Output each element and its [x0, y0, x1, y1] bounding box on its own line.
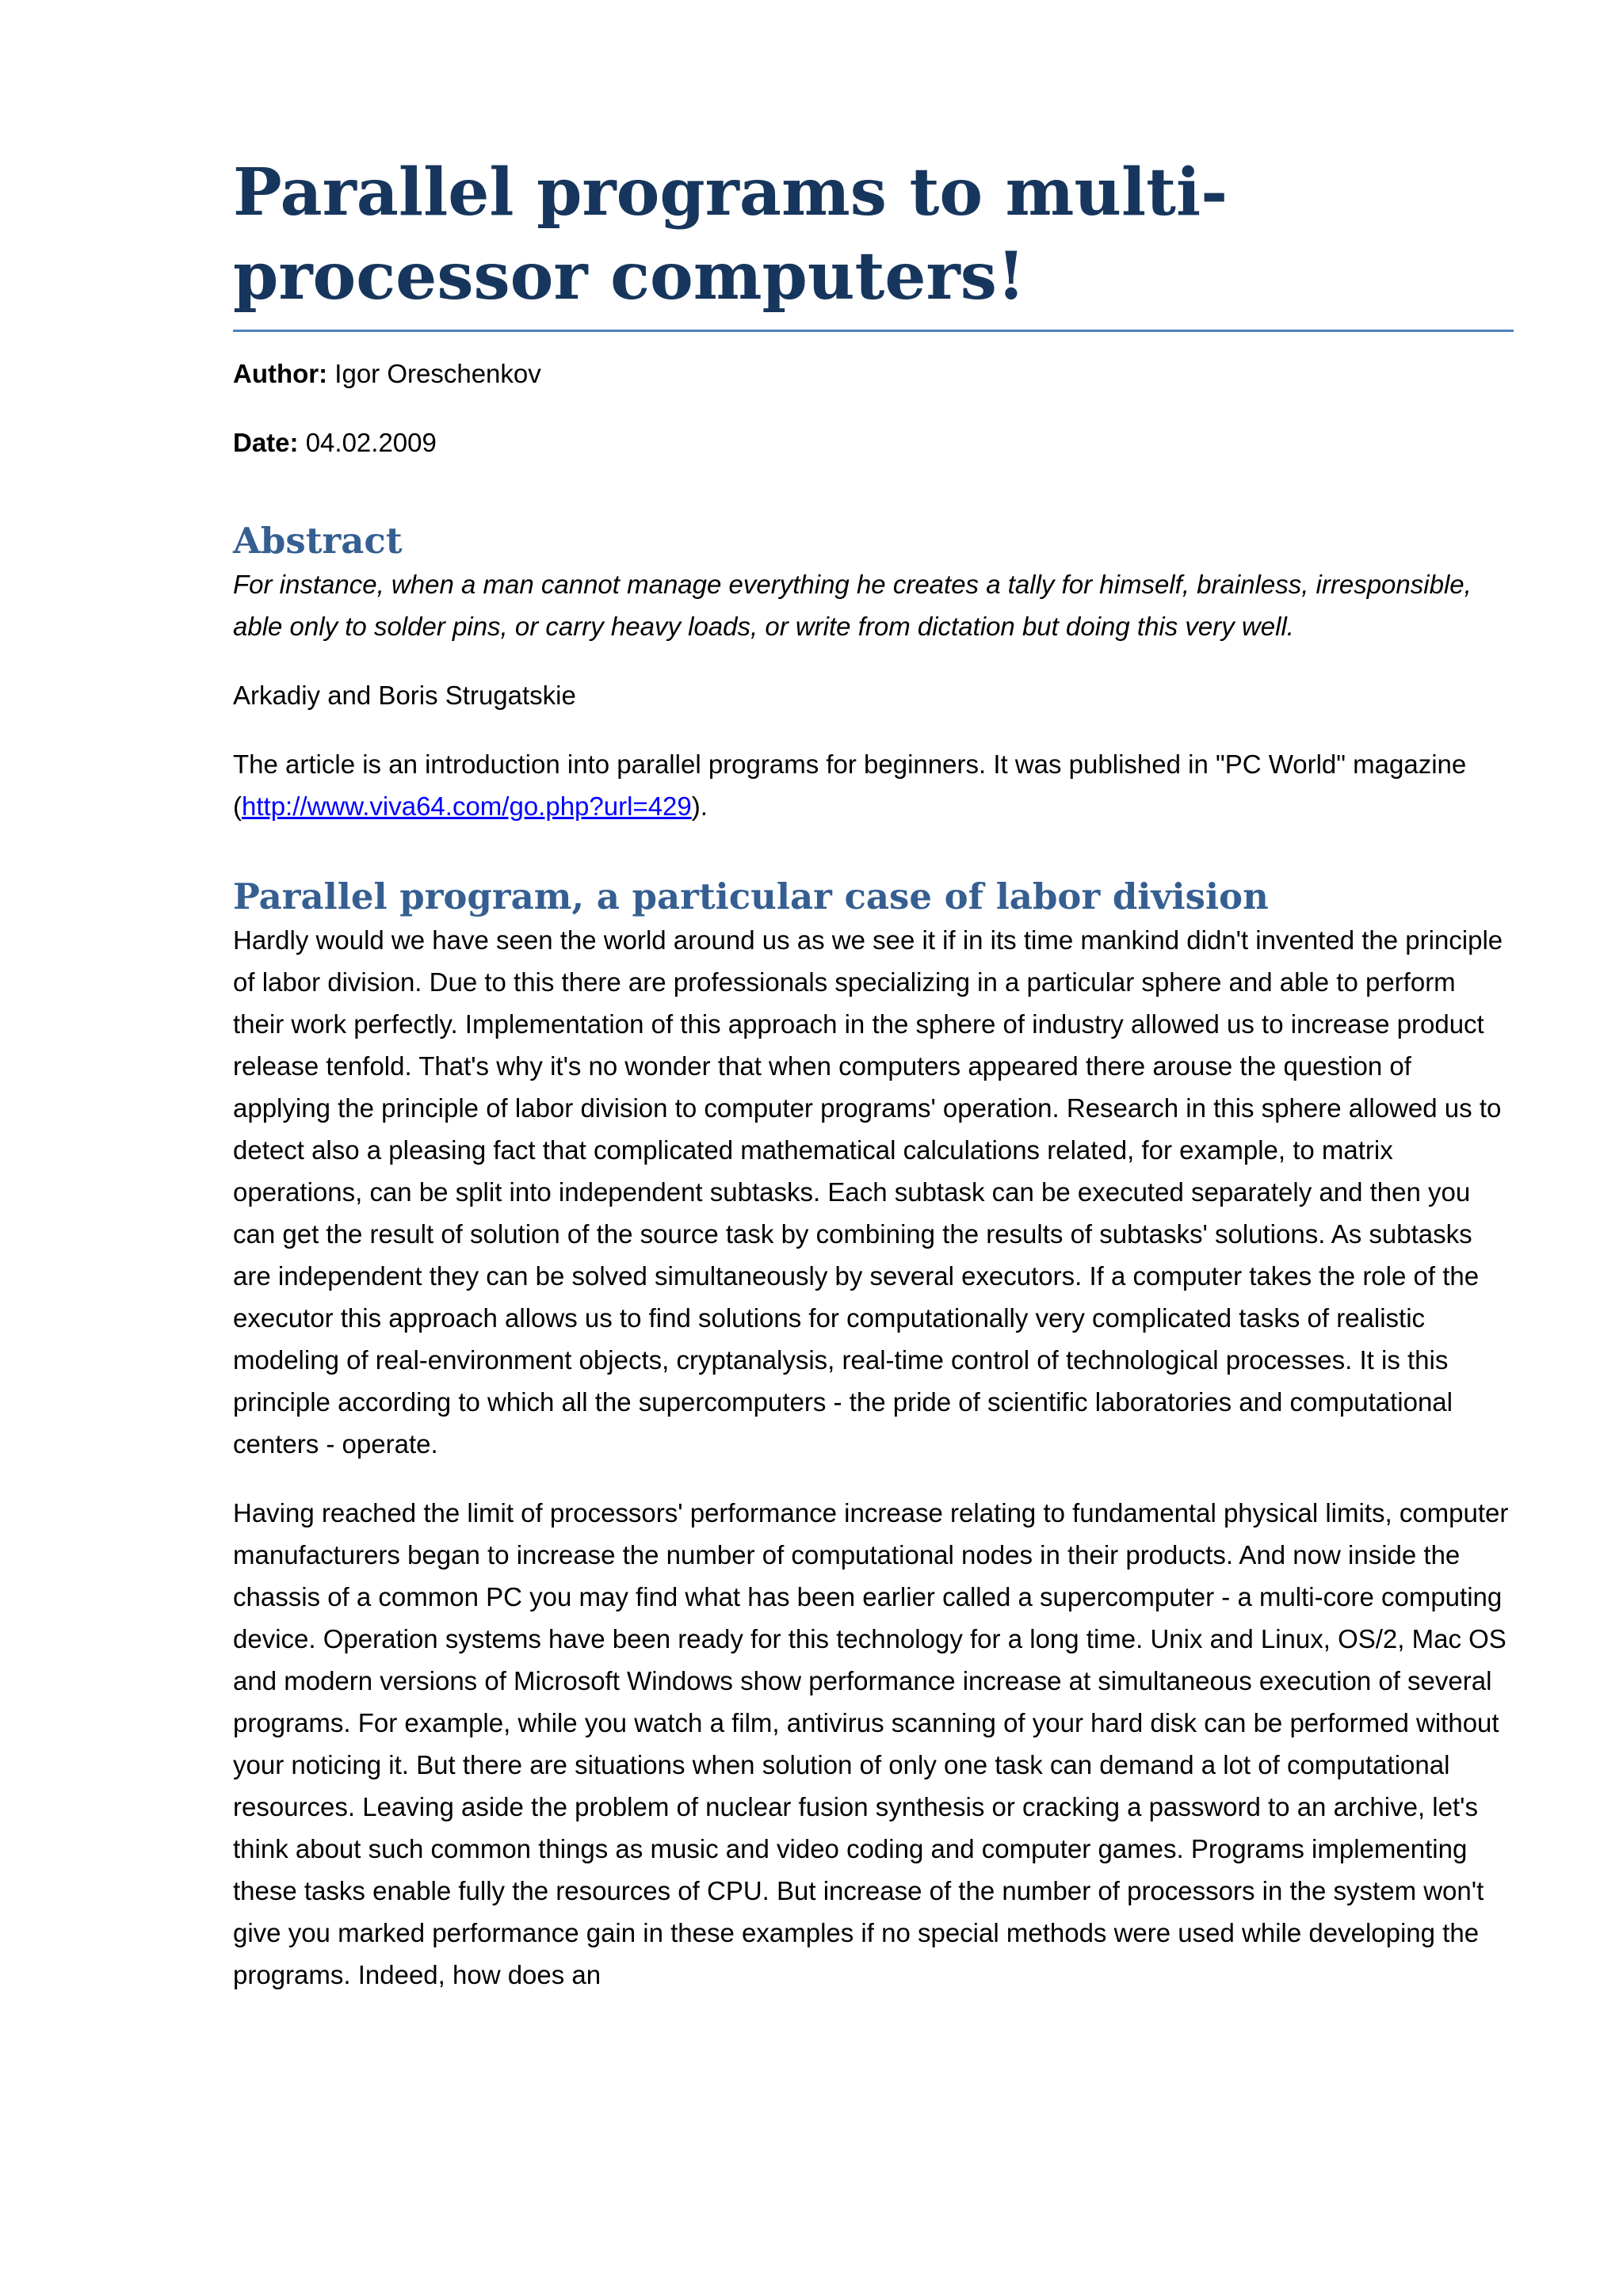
intro-suffix: ). [691, 791, 708, 821]
date-label: Date: [233, 428, 299, 457]
quote-attribution: Arkadiy and Boris Strugatskie [233, 681, 576, 710]
abstract-heading: Abstract [233, 520, 403, 562]
magazine-link[interactable]: http://www.viva64.com/go.php?url=429 [242, 791, 692, 821]
date-value: 04.02.2009 [298, 428, 437, 457]
document-title: Parallel programs to multi-processor computers! [233, 151, 1514, 332]
author-value: Igor Oreschenkov [327, 359, 541, 388]
document-body [233, 151, 1514, 1996]
intro-prefix: The article is an introduction into parallel programs for beginners. It was published in "PC World" magazine ( [233, 749, 1467, 821]
date-line [233, 421, 1514, 463]
section-paragraph-2: Having reached the limit of processors' performance increase relating to fundamental physical limits, computer manufacturers began to increase the number of computational nodes in their products. And now inside the chassis of a common PC you may find what has been earlier called a supercomputer - a multi-core computing device. Operation systems have been ready for this technology for a long time. Unix and Linux, OS/2, Mac OS and modern versions of Microsoft Windows show performance increase at simultaneous execution of several programs. For example, while you watch a film, antivirus scanning of your hard disk can be performed without your noticing it. But there are situations when solution of only one task can demand a lot of computational resources. Leaving aside the problem of nuclear fusion synthesis or cracking a password to an archive, let's think about such common things as music and video coding and computer games. Programs implementing these tasks enable fully the resources of CPU. But increase of the number of processors in the system won't give you marked performance gain in these examples if no special methods were used while developing the programs. Indeed, how does an [233, 1498, 1509, 1989]
author-label: Author: [233, 359, 328, 388]
abstract-intro [233, 743, 1514, 827]
section-paragraph-1: Hardly would we have seen the world around us as we see it if in its time mankind didn't invented the principle of labor division. Due to this there are professionals specializing in a particular sphere and able to perform their work perfectly. Implementation of this approach in the sphere of industry allowed us to increase product release tenfold. That's why it's no wonder that when computers appeared there arouse the question of applying the principle of labor division to computer programs' operation. Research in this sphere allowed us to detect also a pleasing fact that complicated mathematical calculations related, for example, to matrix operations, can be split into independent subtasks. Each subtask can be executed separately and then you can get the result of solution of the source task by combining the results of subtasks' solutions. As subtasks are independent they can be solved simultaneously by several executors. If a computer takes the role of the executor this approach allows us to find solutions for computationally very complicated tasks of realistic modeling of real-environment objects, cryptanalysis, real-time control of technological processes. It is this principle according to which all the supercomputers - the pride of scientific laboratories and computational centers - operate. [233, 925, 1503, 1459]
abstract-quote: For instance, when a man cannot manage everything he creates a tally for himself, brainless, irresponsible, able only to solder pins, or carry heavy loads, or write from dictation but doing this very well. [233, 570, 1472, 641]
section-heading-labor-division: Parallel program, a particular case of labor division [233, 875, 1269, 917]
author-line [233, 353, 1514, 395]
